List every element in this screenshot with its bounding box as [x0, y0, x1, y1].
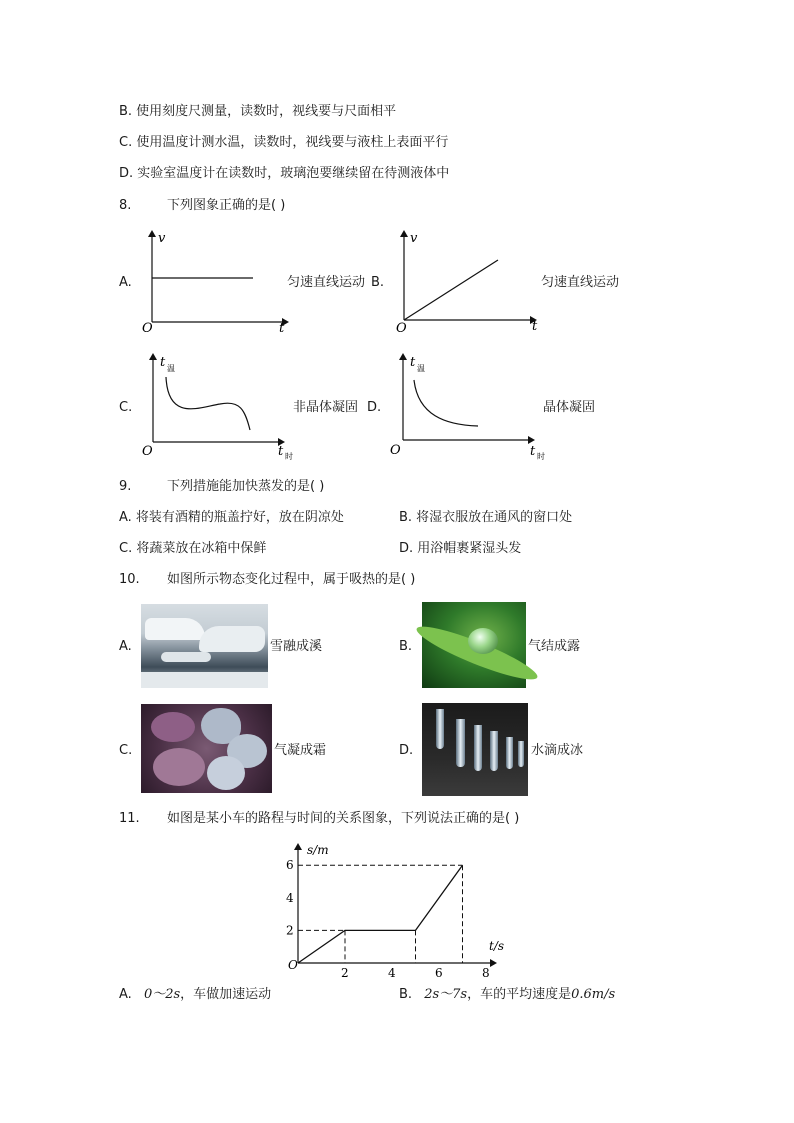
q10-number: 10.	[119, 572, 140, 587]
q8-d-label: D.	[367, 400, 382, 415]
origin-label: O	[288, 958, 298, 972]
q8-a-caption: 匀速直线运动	[287, 275, 366, 290]
q10-a-caption: 雪融成溪	[270, 639, 323, 654]
photo-dew-drop	[422, 602, 526, 688]
q9-option-b: B. 将湿衣服放在通风的窗口处	[399, 510, 573, 525]
q11-option-b-label: B.	[399, 987, 413, 1002]
axis-origin: O	[390, 443, 401, 458]
x-axis-label: t/s	[489, 939, 505, 953]
q10-b-caption: 气结成露	[528, 639, 581, 654]
axis-sub-temp: 温	[167, 364, 175, 373]
axis-label-v: v	[158, 231, 166, 246]
x-tick-label: 6	[435, 966, 443, 980]
y-axis-arrow	[400, 230, 408, 237]
axis-label-t-temp: t	[410, 355, 416, 370]
x-axis-arrow	[490, 959, 497, 967]
q10-a-label: A.	[119, 639, 132, 654]
x-tick-label: 8	[482, 966, 490, 980]
q11-option-a-math: 0～2s	[143, 987, 181, 1002]
q11-number: 11.	[119, 811, 140, 826]
y-tick-label: 4	[286, 890, 294, 905]
axis-label-t-time: t	[530, 444, 536, 459]
y-tick-label: 6	[286, 858, 294, 873]
q11-option-b-text: ，车的平均速度是	[467, 987, 572, 1002]
q8-b-label: B.	[371, 275, 385, 290]
q8-graph-b	[392, 228, 542, 338]
axis-label-t-time: t	[278, 444, 284, 459]
q8-c-label: C.	[119, 400, 133, 415]
q8-a-label: A.	[119, 275, 132, 290]
q11-option-b-value: 0.6m/s	[571, 987, 616, 1002]
axis-label-t: t	[279, 321, 285, 336]
q11-option-a	[119, 986, 271, 1004]
q11-option-b-math: 2s～7s	[424, 987, 468, 1002]
x-axis-arrow	[528, 436, 535, 444]
axis-sub-time: 时	[537, 452, 545, 461]
graph-line	[404, 260, 498, 320]
q9-option-c: C. 将蔬菜放在冰箱中保鲜	[119, 541, 267, 556]
tick-labels	[286, 858, 490, 980]
q10-d-caption: 水滴成冰	[531, 743, 584, 758]
q10-b-label: B.	[399, 639, 413, 654]
q8-stem: 下列图象正确的是( )	[167, 198, 286, 213]
q8-b-caption: 匀速直线运动	[541, 275, 620, 290]
y-axis-arrow	[148, 230, 156, 237]
q11-stem: 如图是某小车的路程与时间的关系图象，下列说法正确的是( )	[167, 811, 520, 826]
q9-number: 9.	[119, 479, 132, 494]
q8-c-caption: 非晶体凝固	[293, 400, 359, 415]
q9-stem: 下列措施能加快蒸发的是( )	[167, 479, 325, 494]
q8-graph-a	[140, 228, 290, 338]
y-axis-arrow	[399, 353, 407, 360]
y-axis-arrow	[149, 353, 157, 360]
axis-label-v: v	[410, 231, 418, 246]
q10-c-label: C.	[119, 743, 133, 758]
cooling-curve	[166, 377, 250, 430]
axis-origin: O	[396, 321, 407, 336]
x-tick-label: 2	[341, 966, 349, 980]
q10-c-caption: 气凝成霜	[274, 743, 327, 758]
photo-icicles	[422, 703, 528, 796]
guide-lines	[298, 865, 463, 963]
y-axis-label: s/m	[307, 843, 329, 857]
q10-d-label: D.	[399, 743, 414, 758]
photo-frost-leaves	[141, 704, 272, 793]
y-axis-arrow	[294, 843, 302, 850]
q7-option-b: B. 使用刻度尺测量，读数时，视线要与尺面相平	[119, 104, 397, 119]
q7-option-c: C. 使用温度计测水温，读数时，视线要与液柱上表面平行	[119, 135, 449, 150]
q8-d-caption: 晶体凝固	[543, 400, 596, 415]
axis-label-t-temp: t	[160, 355, 166, 370]
q11-option-a-text: ，车做加速运动	[180, 987, 272, 1002]
axis-origin: O	[142, 321, 153, 336]
x-tick-label: 4	[388, 966, 396, 980]
axis-sub-time: 时	[285, 452, 293, 461]
cooling-curve	[414, 380, 478, 426]
q11-option-b	[399, 986, 615, 1004]
photo-melting-snow	[141, 604, 268, 688]
series-polyline	[298, 865, 463, 963]
q8-graph-d	[390, 350, 545, 461]
q10-stem: 如图所示物态变化过程中，属于吸热的是( )	[167, 572, 416, 587]
q9-option-d: D. 用浴帽裹紧湿头发	[399, 541, 522, 556]
series-line	[298, 865, 463, 963]
axis-label-t: t	[532, 319, 538, 334]
q9-option-a: A. 将装有酒精的瓶盖拧好，放在阴凉处	[119, 510, 344, 525]
q11-option-a-label: A.	[119, 987, 132, 1002]
axis-origin: O	[142, 444, 153, 459]
q8-number: 8.	[119, 198, 132, 213]
y-tick-label: 2	[286, 923, 294, 938]
axis-sub-temp: 温	[417, 364, 425, 373]
st-chart	[280, 838, 510, 980]
q8-graph-c	[140, 352, 293, 462]
q7-option-d: D. 实验室温度计在读数时，玻璃泡要继续留在待测液体中	[119, 166, 450, 181]
